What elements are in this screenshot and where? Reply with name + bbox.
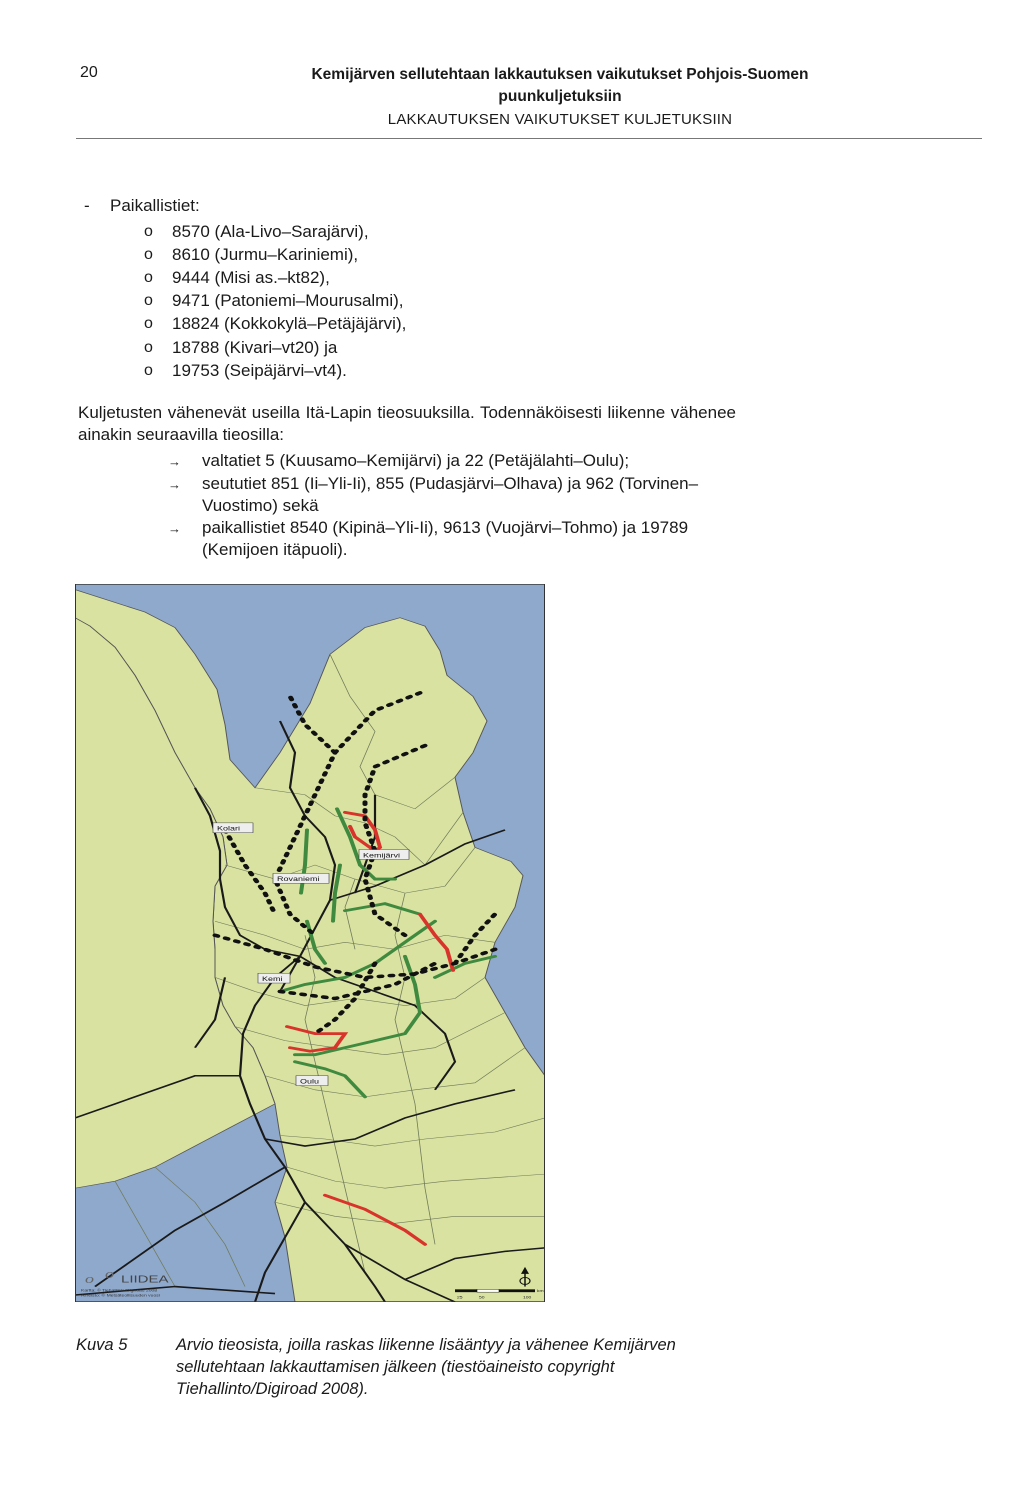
scale-unit: km xyxy=(537,1288,544,1293)
header-section: LAKKAUTUKSEN VAIKUTUKSET KULJETUKSIIN xyxy=(387,111,733,128)
list-item xyxy=(144,359,406,382)
list-item xyxy=(144,290,406,313)
list-item xyxy=(144,243,406,266)
bullet-marker: o xyxy=(144,338,153,356)
list-item xyxy=(144,266,406,289)
arrow-icon: → xyxy=(168,521,181,536)
town-kemi xyxy=(258,973,290,983)
list-item-text: 18824 (Kokkokylä–Petäjäjärvi), xyxy=(172,314,407,334)
header-title-line2: puunkuljetuksiin xyxy=(498,88,622,105)
map-credit: Kartta: © Tiehallinto/Digiroad 2008 xyxy=(81,1288,158,1293)
bullet-marker: o xyxy=(144,315,153,333)
list-item xyxy=(168,473,738,517)
list-item-text: 8570 (Ala-Livo–Sarajärvi), xyxy=(172,221,369,241)
map-credit: Aineisto: © Metsäteollisuuden vuosi xyxy=(81,1293,160,1298)
town-label: Oulu xyxy=(300,1077,319,1086)
list-item-text: paikallistiet 8540 (Kipinä–Yli-Ii), 9613 (Vuojärvi–Tohmo) ja 19789 (Kemijoen itäpuoli). xyxy=(202,518,689,559)
list-item-text: 9444 (Misi as.–kt82), xyxy=(172,267,330,287)
list-item-text: seututiet 851 (Ii–Yli-Ii), 855 (Pudasjärvi–Olhava) ja 962 (Torvinen–Vuostimo) sekä xyxy=(202,474,699,515)
logo-text: LIIDEA xyxy=(121,1272,169,1285)
bullet-marker: o xyxy=(144,222,153,240)
list-item xyxy=(144,313,406,336)
town-label: Kolari xyxy=(217,824,240,833)
caption-label: Kuva 5 xyxy=(76,1336,128,1354)
decreasing-roads-list xyxy=(168,450,738,561)
header-title-line1: Kemijärven sellutehtaan lakkautuksen vaikutukset Pohjois-Suomen xyxy=(311,66,809,83)
town-label: Kemijärvi xyxy=(363,851,400,859)
list-item xyxy=(144,336,406,359)
road-impact-map xyxy=(75,584,545,1302)
dash-marker: - xyxy=(84,196,90,215)
list-item xyxy=(144,220,406,243)
list-item-text: valtatiet 5 (Kuusamo–Kemijärvi) ja 22 (Petäjälahti–Oulu); xyxy=(202,451,630,470)
town-label: Rovaniemi xyxy=(277,875,320,883)
body-paragraph: Kuljetusten vähenevät useilla Itä-Lapin tieosuuksilla. Todennäköisesti liikenne vähenee ainakin seuraavilla tieosilla: xyxy=(78,403,736,444)
local-roads-list xyxy=(144,220,406,382)
scale-tick: 100 xyxy=(523,1295,532,1300)
figure-caption xyxy=(76,1334,736,1400)
local-roads-label: Paikallistiet: xyxy=(110,196,200,215)
svg-text:o: o xyxy=(85,1272,95,1287)
header-rule xyxy=(76,138,982,139)
list-item-text: 18788 (Kivari–vt20) ja xyxy=(172,337,338,357)
bullet-marker: o xyxy=(144,292,153,310)
list-item-text: 8610 (Jurmu–Kariniemi), xyxy=(172,244,359,264)
town-rovaniemi xyxy=(273,873,329,883)
town-kemijarvi xyxy=(359,850,409,860)
running-header xyxy=(180,64,940,132)
list-item-text: 19753 (Seipäjärvi–vt4). xyxy=(172,360,347,380)
list-item-text: 9471 (Patoniemi–Mourusalmi), xyxy=(172,291,404,311)
scale-tick: 25 xyxy=(456,1295,463,1300)
arrow-icon: → xyxy=(168,454,181,469)
local-roads-heading xyxy=(84,195,200,217)
caption-text: Arvio tieosista, joilla raskas liikenne lisääntyy ja vähenee Kemijärven sellutehtaan lakkauttamisen jälkeen (tiestöaineisto copyright Tiehallinto/Digiroad 2008). xyxy=(176,1336,676,1398)
town-label: Kemi xyxy=(262,975,283,983)
arrow-icon: → xyxy=(168,477,181,492)
bullet-marker: o xyxy=(144,245,153,263)
svg-text:o: o xyxy=(105,1267,115,1282)
page-number: 20 xyxy=(80,64,98,81)
list-item xyxy=(168,517,738,561)
bullet-marker: o xyxy=(144,361,153,379)
scale-tick: 50 xyxy=(479,1295,485,1300)
town-oulu xyxy=(296,1076,328,1086)
list-item xyxy=(168,450,738,473)
bullet-marker: o xyxy=(144,268,153,286)
town-kolari xyxy=(213,823,253,833)
